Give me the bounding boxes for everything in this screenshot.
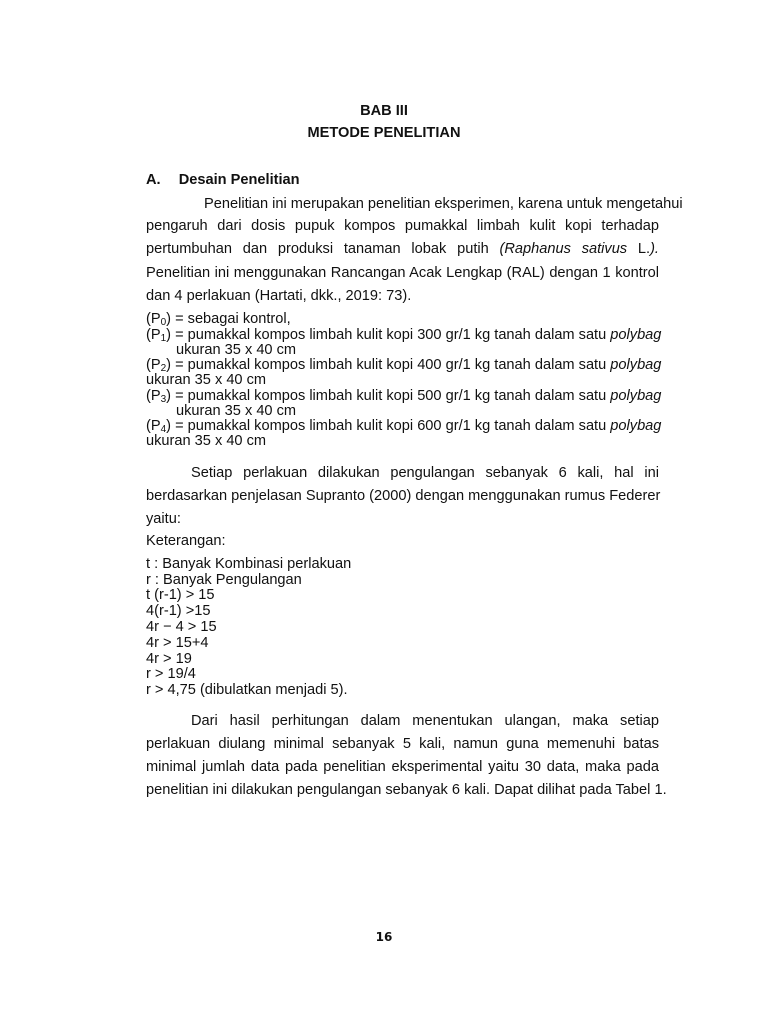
treatment-p0: $(P_0)$ = sebagai kontrol, bbox=[146, 311, 291, 328]
formula-result: r > 4,75 (dibulatkan menjadi 5). bbox=[146, 682, 348, 698]
species-close: ). bbox=[650, 241, 659, 257]
para1-line4: Penelitian ini menggunakan Rancangan Acak Lengkap (RAL) dengan 1 kontrol bbox=[146, 265, 659, 281]
para3-line3: minimal jumlah data pada penelitian eksperimental yaitu 30 data, maka pada bbox=[146, 759, 659, 775]
section-heading bbox=[146, 172, 300, 188]
para3-line1: Dari hasil perhitungan dalam menentukan ulangan, maka setiap bbox=[191, 713, 659, 729]
treatment-p4: $(P_4)$ = pumakkal kompos limbah kulit kopi 600 gr/1 kg tanah dalam satu polybag bbox=[146, 418, 662, 435]
page-number: 16 bbox=[375, 930, 393, 944]
formula-line: 4r > 19 bbox=[146, 651, 192, 667]
keterangan-label: Keterangan: bbox=[146, 533, 226, 549]
section-label: A. bbox=[146, 172, 161, 188]
treatment-p3-cont: ukuran 35 x 40 cm bbox=[176, 403, 297, 419]
para3-line4: penelitian ini dilakukan pengulangan sebanyak 6 kali. Dapat dilihat pada Tabel 1. bbox=[146, 782, 667, 798]
para2-line2: berdasarkan penjelasan Supranto (2000) dengan menggunakan rumus Federer bbox=[146, 488, 661, 504]
para1-line1: Penelitian ini merupakan penelitian eksperimen, karena untuk mengetahui bbox=[204, 196, 683, 212]
section-title: Desain Penelitian bbox=[178, 172, 300, 188]
species-author: L. bbox=[627, 241, 651, 257]
treatment-p4-cont: ukuran 35 x 40 cm bbox=[146, 433, 267, 449]
para2-line1: Setiap perlakuan dilakukan pengulangan sebanyak 6 kali, hal ini bbox=[191, 465, 659, 481]
treatment-p1-cont: ukuran 35 x 40 cm bbox=[176, 342, 297, 358]
species-name: (Raphanus sativus bbox=[499, 241, 628, 257]
formula-line: r > 19/4 bbox=[146, 666, 196, 682]
chapter-title: METODE PENELITIAN bbox=[307, 125, 461, 141]
formula-line: 4(r-1) >15 bbox=[146, 603, 211, 619]
treatment-p2: $(P_2)$ = pumakkal kompos limbah kulit kopi 400 gr/1 kg tanah dalam satu polybag bbox=[146, 357, 662, 374]
treatment-p2-cont: ukuran 35 x 40 cm bbox=[146, 372, 267, 388]
formula-line: 4r − 4 > 15 bbox=[146, 619, 217, 635]
para1-line5: dan 4 perlakuan (Hartati, dkk., 2019: 73). bbox=[146, 288, 412, 304]
para1-line3-text: pertumbuhan dan produksi tanaman lobak putih bbox=[146, 241, 500, 257]
para2-line3: yaitu: bbox=[146, 511, 181, 527]
formula-line: t (r-1) > 15 bbox=[146, 587, 215, 603]
treatment-p1: $(P_1)$ = pumakkal kompos limbah kulit kopi 300 gr/1 kg tanah dalam satu polybag bbox=[146, 327, 662, 344]
keterangan-line: t : Banyak Kombinasi perlakuan bbox=[146, 556, 352, 572]
para3-line2: perlakuan diulang minimal sebanyak 5 kali, namun guna memenuhi batas bbox=[146, 736, 659, 752]
chapter-number: BAB III bbox=[360, 103, 408, 119]
formula-line: 4r > 15+4 bbox=[146, 635, 209, 651]
treatment-p3: $(P_3)$ = pumakkal kompos limbah kulit kopi 500 gr/1 kg tanah dalam satu polybag bbox=[146, 388, 662, 405]
keterangan-line: r : Banyak Pengulangan bbox=[146, 572, 302, 588]
para1-line2: pengaruh dari dosis pupuk kompos pumakkal limbah kulit kopi terhadap bbox=[146, 218, 659, 234]
para1-line3 bbox=[146, 241, 659, 257]
